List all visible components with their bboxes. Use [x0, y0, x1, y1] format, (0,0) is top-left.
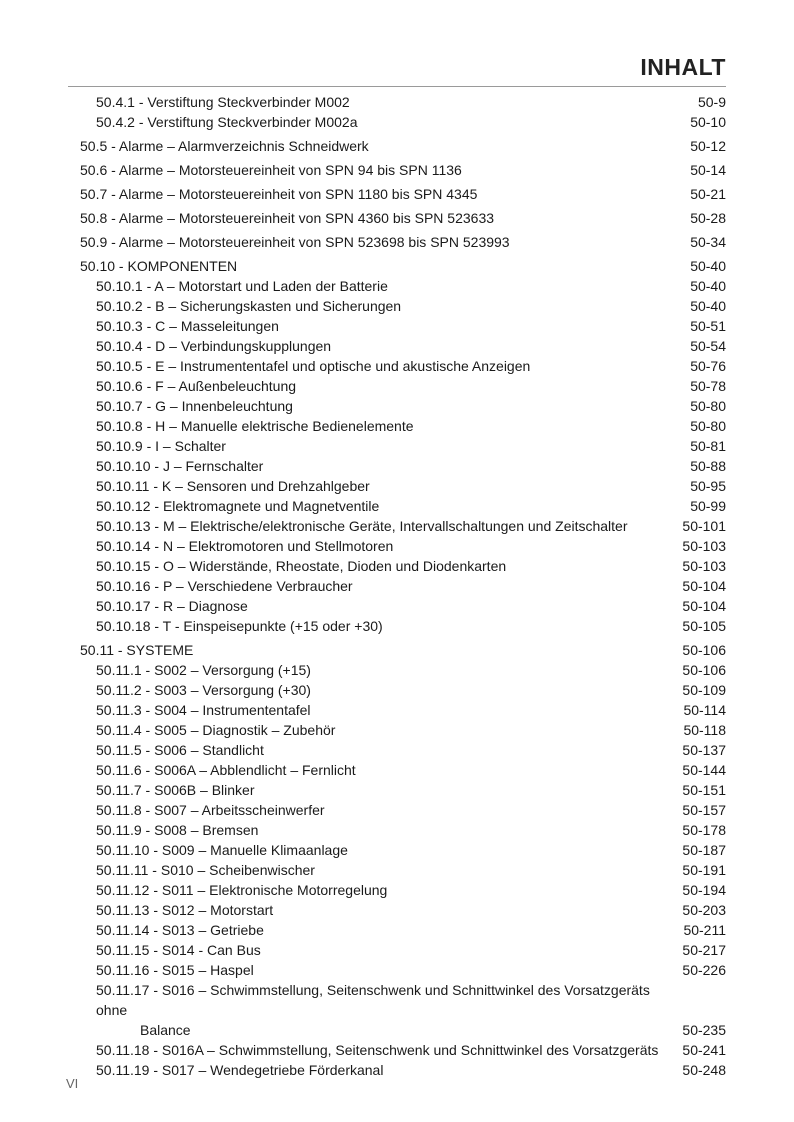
toc-entry[interactable] — [80, 416, 726, 436]
toc-entry[interactable] — [80, 396, 726, 416]
toc-entry-page: 50-40 — [690, 298, 726, 314]
toc-entry-page: 50-99 — [690, 498, 726, 514]
toc-entry-page: 50-88 — [690, 458, 726, 474]
toc-entry-page: 50-81 — [690, 438, 726, 454]
toc-entry-page: 50-217 — [682, 942, 726, 958]
toc-entry-title-line: 50.10.10 - J – Fernschalter — [96, 458, 264, 474]
toc-entry-title — [96, 496, 680, 516]
toc-entry-title — [96, 616, 672, 636]
toc-entry[interactable] — [80, 940, 726, 960]
toc-entry-title-line: 50.10.9 - I – Schalter — [96, 438, 226, 454]
toc-entry-title-line: 50.4.1 - Verstiftung Steckverbinder M002 — [96, 94, 350, 110]
toc-entry-page: 50-34 — [690, 234, 726, 250]
toc-entry[interactable] — [80, 1040, 726, 1060]
toc-entry-page: 50-105 — [682, 618, 726, 634]
toc-entry[interactable] — [80, 720, 726, 740]
toc-entry-title-line: 50.11.9 - S008 – Bremsen — [96, 822, 259, 838]
toc-entry-title — [96, 960, 672, 980]
toc-entry-title-line: 50.10.17 - R – Diagnose — [96, 598, 248, 614]
toc-entry-title — [96, 720, 673, 740]
toc-entry-title-line: 50.11.15 - S014 - Can Bus — [96, 942, 261, 958]
toc-entry[interactable] — [80, 960, 726, 980]
toc-entry[interactable] — [80, 740, 726, 760]
toc-entry[interactable] — [80, 160, 726, 180]
header-divider — [68, 86, 726, 87]
toc-entry[interactable] — [80, 640, 726, 660]
toc-entry-title-line: 50.11.3 - S004 – Instrumententafel — [96, 702, 311, 718]
toc-entry-page: 50-28 — [690, 210, 726, 226]
toc-entry-title-line: 50.10.2 - B – Sicherungskasten und Sicherungen — [96, 298, 402, 314]
toc-entry[interactable] — [80, 576, 726, 596]
toc-entry-page: 50-101 — [682, 518, 726, 534]
toc-entry[interactable] — [80, 780, 726, 800]
toc-entry-title-line: 50.11.11 - S010 – Scheibenwischer — [96, 862, 315, 878]
toc-entry-page: 50-80 — [690, 398, 726, 414]
toc-entry[interactable] — [80, 596, 726, 616]
toc-entry-title-line: 50.11.6 - S006A – Abblendlicht – Fernlicht — [96, 762, 356, 778]
toc-entry-page: 50-144 — [682, 762, 726, 778]
toc-entry-page: 50-40 — [690, 278, 726, 294]
toc-entry-title-line: 50.11.10 - S009 – Manuelle Klimaanlage — [96, 842, 348, 858]
toc-entry-page: 50-194 — [682, 882, 726, 898]
toc-entry-page: 50-178 — [682, 822, 726, 838]
toc-entry[interactable] — [80, 232, 726, 252]
toc-entry-title — [96, 336, 680, 356]
toc-entry-title-line: 50.10.11 - K – Sensoren und Drehzahlgeber — [96, 478, 370, 494]
page-number: VI — [66, 1076, 79, 1091]
toc-entry[interactable] — [80, 1060, 726, 1080]
toc-entry-page: 50-104 — [682, 598, 726, 614]
toc-entry[interactable] — [80, 920, 726, 940]
toc-entry-title — [80, 256, 680, 276]
toc-entry-title — [80, 160, 680, 180]
toc-entry-title — [96, 376, 680, 396]
toc-entry-title — [96, 112, 680, 132]
toc-entry-page: 50-76 — [690, 358, 726, 374]
toc-entry-title-line: 50.11.16 - S015 – Haspel — [96, 962, 254, 978]
toc-entry-title-line: 50.11.14 - S013 – Getriebe — [96, 922, 264, 938]
toc-entry-page: 50-54 — [690, 338, 726, 354]
toc-entry-title — [96, 296, 680, 316]
toc-entry-page: 50-114 — [683, 702, 726, 718]
toc-entry-title — [96, 316, 680, 336]
toc-entry-page: 50-40 — [690, 258, 726, 274]
toc-entry[interactable] — [80, 660, 726, 680]
toc-entry-title-line: 50.10.13 - M – Elektrische/elektronische Geräte, Intervallschaltungen und Zeitschalter — [96, 518, 628, 534]
toc-entry[interactable] — [80, 456, 726, 476]
toc-entry-page: 50-95 — [690, 478, 726, 494]
toc-entry-page: 50-106 — [682, 662, 726, 678]
toc-entry[interactable] — [80, 92, 726, 112]
toc-entry-title-line: 50.11.4 - S005 – Diagnostik – Zubehör — [96, 722, 336, 738]
toc-entry-title — [96, 660, 672, 680]
toc-entry-title — [80, 640, 672, 660]
toc-entry-title-line: 50.8 - Alarme – Motorsteuereinheit von SPN 4360 bis SPN 523633 — [80, 210, 495, 226]
toc-entry-title-line: 50.11.7 - S006B – Blinker — [96, 782, 255, 798]
toc-entry-title — [96, 276, 680, 296]
toc-entry-title-line: 50.11.8 - S007 – Arbeitsscheinwerfer — [96, 802, 325, 818]
toc-entry-title-line: 50.10.6 - F – Außenbeleuchtung — [96, 378, 297, 394]
toc-entry-page: 50-51 — [690, 318, 726, 334]
toc-entry-title — [96, 516, 672, 536]
toc-entry-page: 50-248 — [682, 1062, 726, 1078]
toc-entry-title-line: 50.11.19 - S017 – Wendegetriebe Förderkanal — [96, 1062, 384, 1078]
toc-entry-title-line: 50.11.18 - S016A – Schwimmstellung, Seitenschwenk und Schnittwinkel des Vorsatzgeräts — [96, 1042, 659, 1058]
toc-entry-title-line: 50.10.12 - Elektromagnete und Magnetventile — [96, 498, 380, 514]
toc-entry-page: 50-103 — [682, 558, 726, 574]
toc-entry-title-line: 50.11.1 - S002 – Versorgung (+15) — [96, 662, 311, 678]
toc-entry-title-line: 50.10.14 - N – Elektromotoren und Stellmotoren — [96, 538, 394, 554]
toc-entry[interactable] — [80, 840, 726, 860]
toc-entry-page: 50-14 — [690, 162, 726, 178]
toc-entry-title-line: 50.10.3 - C – Masseleitungen — [96, 318, 279, 334]
toc-entry-page: 50-235 — [682, 1022, 726, 1038]
toc-entry[interactable] — [80, 900, 726, 920]
toc-entry-title-line: 50.11.12 - S011 – Elektronische Motorregelung — [96, 882, 388, 898]
toc-entry-page: 50-106 — [682, 642, 726, 658]
toc-entry-title — [96, 940, 672, 960]
toc-entry-page: 50-191 — [682, 862, 726, 878]
toc-entry-title-line: 50.10 - KOMPONENTEN — [80, 258, 238, 274]
toc-entry-title — [96, 980, 672, 1040]
toc-entry-title — [96, 576, 672, 596]
toc-entry-page: 50-103 — [682, 538, 726, 554]
toc-entry-page: 50-80 — [690, 418, 726, 434]
toc-entry-title-line: 50.10.5 - E – Instrumententafel und optische und akustische Anzeigen — [96, 358, 531, 374]
toc-entry-title — [96, 596, 672, 616]
toc-entry-title — [80, 184, 680, 204]
toc-entry[interactable] — [80, 436, 726, 456]
toc-entry-page: 50-104 — [682, 578, 726, 594]
toc-entry-page: 50-78 — [690, 378, 726, 394]
toc-entry-title-line: 50.11 - SYSTEME — [80, 642, 194, 658]
toc-entry-title-line: 50.10.18 - T - Einspeisepunkte (+15 oder +30) — [96, 618, 383, 634]
toc-entry-title — [96, 476, 680, 496]
toc-entry-title — [96, 556, 672, 576]
toc-entry-title-line: 50.10.7 - G – Innenbeleuchtung — [96, 398, 293, 414]
toc-entry-title-line: 50.11.17 - S016 – Schwimmstellung, Seitenschwenk und Schnittwinkel des Vorsatzgeräts ohne — [96, 982, 650, 1018]
toc-entry-page: 50-12 — [690, 138, 726, 154]
toc-entry-title — [96, 860, 672, 880]
toc-entry-page: 50-157 — [682, 802, 726, 818]
toc-entry[interactable] — [80, 112, 726, 132]
toc-entry-title — [96, 820, 672, 840]
toc-entry[interactable] — [80, 336, 726, 356]
toc-entry-title — [96, 680, 672, 700]
toc-entry-title — [96, 800, 672, 820]
toc-entry-title — [96, 740, 672, 760]
toc-entry-title — [96, 920, 673, 940]
toc-entry-page: 50-118 — [683, 722, 726, 738]
toc-entry[interactable] — [80, 316, 726, 336]
toc-entry[interactable] — [80, 800, 726, 820]
toc-entry[interactable] — [80, 496, 726, 516]
toc-entry-title — [96, 760, 672, 780]
toc-entry-title — [96, 536, 672, 556]
toc-entry-title-line: 50.10.8 - H – Manuelle elektrische Bedienelemente — [96, 418, 414, 434]
toc-entry-page: 50-21 — [690, 186, 726, 202]
toc-entry-title — [96, 1060, 672, 1080]
toc-entry[interactable] — [80, 980, 726, 1040]
toc-entry-title-line: 50.10.4 - D – Verbindungskupplungen — [96, 338, 332, 354]
toc-entry[interactable] — [80, 376, 726, 396]
toc-entry[interactable] — [80, 516, 726, 536]
toc-entry-title — [80, 136, 680, 156]
toc-entry-page: 50-203 — [682, 902, 726, 918]
toc-entry-title-line: 50.9 - Alarme – Motorsteuereinheit von SPN 523698 bis SPN 523993 — [80, 234, 510, 250]
toc-entry-title-line: 50.11.2 - S003 – Versorgung (+30) — [96, 682, 311, 698]
toc-entry[interactable] — [80, 136, 726, 156]
toc-entry[interactable] — [80, 860, 726, 880]
toc-entry-title — [96, 436, 680, 456]
toc-entry-title — [96, 780, 672, 800]
toc-entry[interactable] — [80, 476, 726, 496]
toc-entry-title-line: 50.5 - Alarme – Alarmverzeichnis Schneidwerk — [80, 138, 369, 154]
toc-entry-title — [96, 880, 672, 900]
toc-entry-page: 50-241 — [682, 1042, 726, 1058]
toc-entry-page: 50-9 — [697, 94, 726, 110]
toc-entry-title-line: 50.7 - Alarme – Motorsteuereinheit von SPN 1180 bis SPN 4345 — [80, 186, 478, 202]
toc-entry-title — [96, 1040, 672, 1060]
table-of-contents — [80, 92, 726, 1080]
toc-entry-page: 50-211 — [683, 922, 726, 938]
toc-entry-title-line: 50.10.1 - A – Motorstart und Laden der Batterie — [96, 278, 388, 294]
toc-entry-title — [96, 456, 680, 476]
toc-entry[interactable] — [80, 208, 726, 228]
toc-entry[interactable] — [80, 616, 726, 636]
toc-entry-title — [80, 208, 680, 228]
toc-entry[interactable] — [80, 820, 726, 840]
toc-entry-title — [80, 232, 680, 252]
toc-entry[interactable] — [80, 700, 726, 720]
toc-entry-page: 50-187 — [682, 842, 726, 858]
toc-entry-page: 50-226 — [682, 962, 726, 978]
toc-entry-title — [96, 700, 673, 720]
toc-entry-title-line: 50.11.13 - S012 – Motorstart — [96, 902, 274, 918]
toc-entry-page: 50-137 — [682, 742, 726, 758]
toc-entry[interactable] — [80, 296, 726, 316]
toc-entry-title — [96, 900, 672, 920]
toc-entry-title-line: 50.4.2 - Verstiftung Steckverbinder M002a — [96, 114, 358, 130]
toc-entry-title — [96, 840, 672, 860]
toc-entry-title-line: 50.10.16 - P – Verschiedene Verbraucher — [96, 578, 353, 594]
toc-entry[interactable] — [80, 276, 726, 296]
toc-entry-title — [96, 396, 680, 416]
toc-entry[interactable] — [80, 356, 726, 376]
toc-entry[interactable] — [80, 556, 726, 576]
toc-entry[interactable] — [80, 184, 726, 204]
toc-entry[interactable] — [80, 536, 726, 556]
toc-entry-title-continuation: Balance — [140, 1022, 191, 1038]
toc-entry-title-line: 50.6 - Alarme – Motorsteuereinheit von SPN 94 bis SPN 1136 — [80, 162, 462, 178]
toc-entry-title-line: 50.11.5 - S006 – Standlicht — [96, 742, 264, 758]
toc-entry[interactable] — [80, 880, 726, 900]
page-title: INHALT — [640, 54, 726, 80]
toc-entry-page: 50-10 — [690, 114, 726, 130]
toc-entry[interactable] — [80, 256, 726, 276]
toc-entry[interactable] — [80, 760, 726, 780]
toc-entry-title — [96, 356, 680, 376]
toc-entry-title-line: 50.10.15 - O – Widerstände, Rheostate, Dioden und Diodenkarten — [96, 558, 507, 574]
toc-entry-page: 50-109 — [682, 682, 726, 698]
toc-entry-title — [96, 416, 680, 436]
toc-entry-page: 50-151 — [682, 782, 726, 798]
toc-entry-title — [96, 92, 688, 112]
toc-entry[interactable] — [80, 680, 726, 700]
